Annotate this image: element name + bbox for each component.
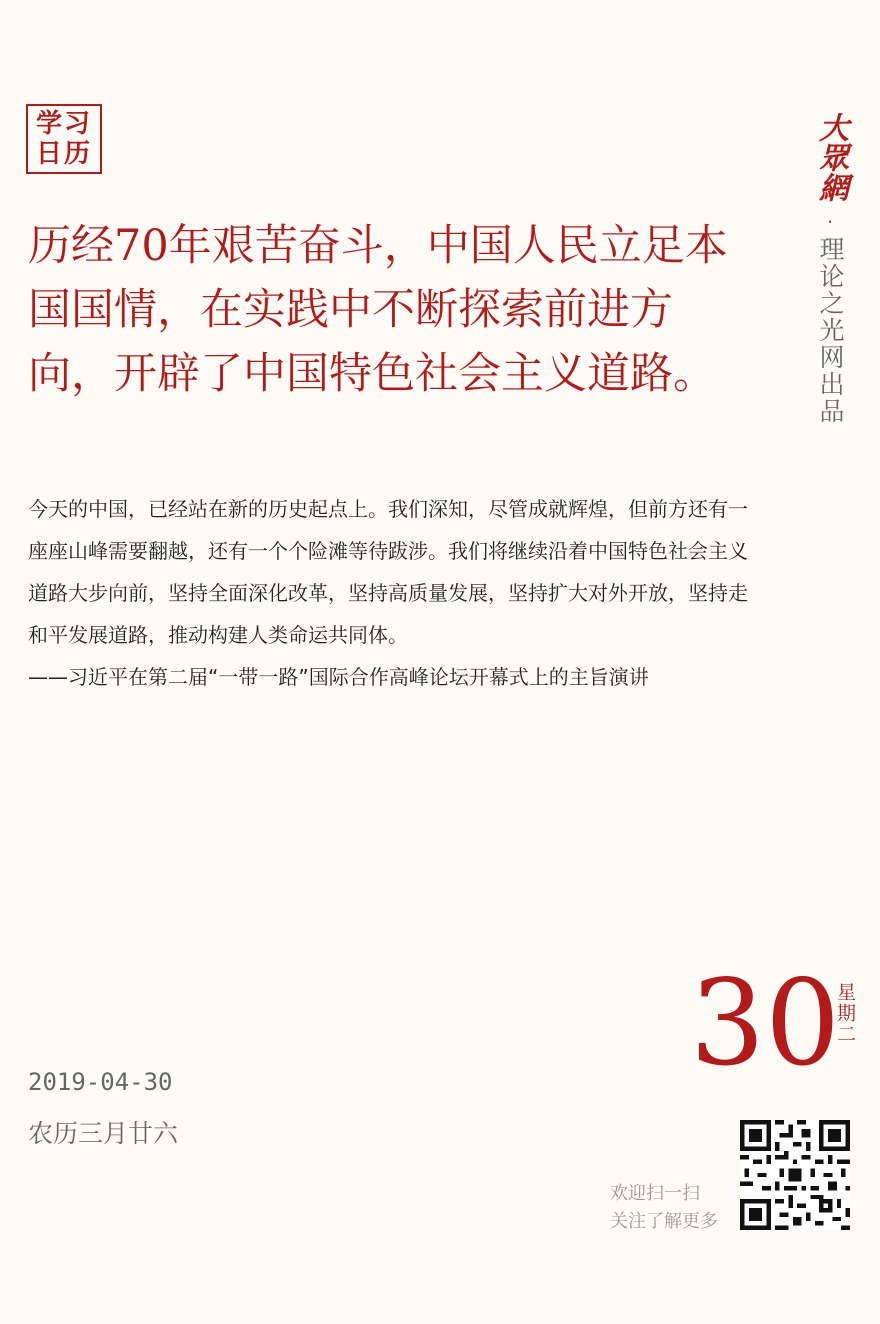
weekday: 星期二 xyxy=(834,982,856,1045)
brand-mark-text: 大眾網 xyxy=(813,112,848,202)
quote-block xyxy=(28,488,748,698)
logo-line-1: 学习 xyxy=(35,109,92,139)
headline: 历经70年艰苦奋斗，中国人民立足本国国情，在实践中不断探索前进方向，开辟了中国特色社会主义道路。 xyxy=(28,221,728,399)
quote-body: 今天的中国，已经站在新的历史起点上。我们深知，尽管成就辉煌，但前方还有一座座山峰需要翻越，还有一个个险滩等待跋涉。我们将继续沿着中国特色社会主义道路大步向前，坚持全面深化改革，坚持高质量发展，坚持扩大对外开放，坚持走和平发展道路，推动构建人类命运共同体。 xyxy=(28,497,748,647)
full-date: 2019-04-30 xyxy=(28,1068,173,1096)
logo-stamp xyxy=(26,104,102,174)
day-number: 30 xyxy=(690,954,841,1092)
lunar-date: 农历三月廿六 xyxy=(28,1119,179,1148)
brand-subtitle: 理论之光网出品 xyxy=(816,236,845,425)
brand-vertical xyxy=(808,112,852,425)
quote-source: ——习近平在第二届“一带一路”国际合作高峰论坛开幕式上的主旨演讲 xyxy=(28,665,649,689)
scan-prompt xyxy=(610,1180,718,1236)
scan-line-1: 欢迎扫一扫 xyxy=(610,1183,700,1204)
scan-line-2: 关注了解更多 xyxy=(610,1211,718,1232)
brand-logo xyxy=(808,112,852,208)
brand-separator: · xyxy=(826,210,834,234)
qr-code[interactable] xyxy=(740,1120,850,1230)
logo-line-2: 日历 xyxy=(35,139,92,169)
